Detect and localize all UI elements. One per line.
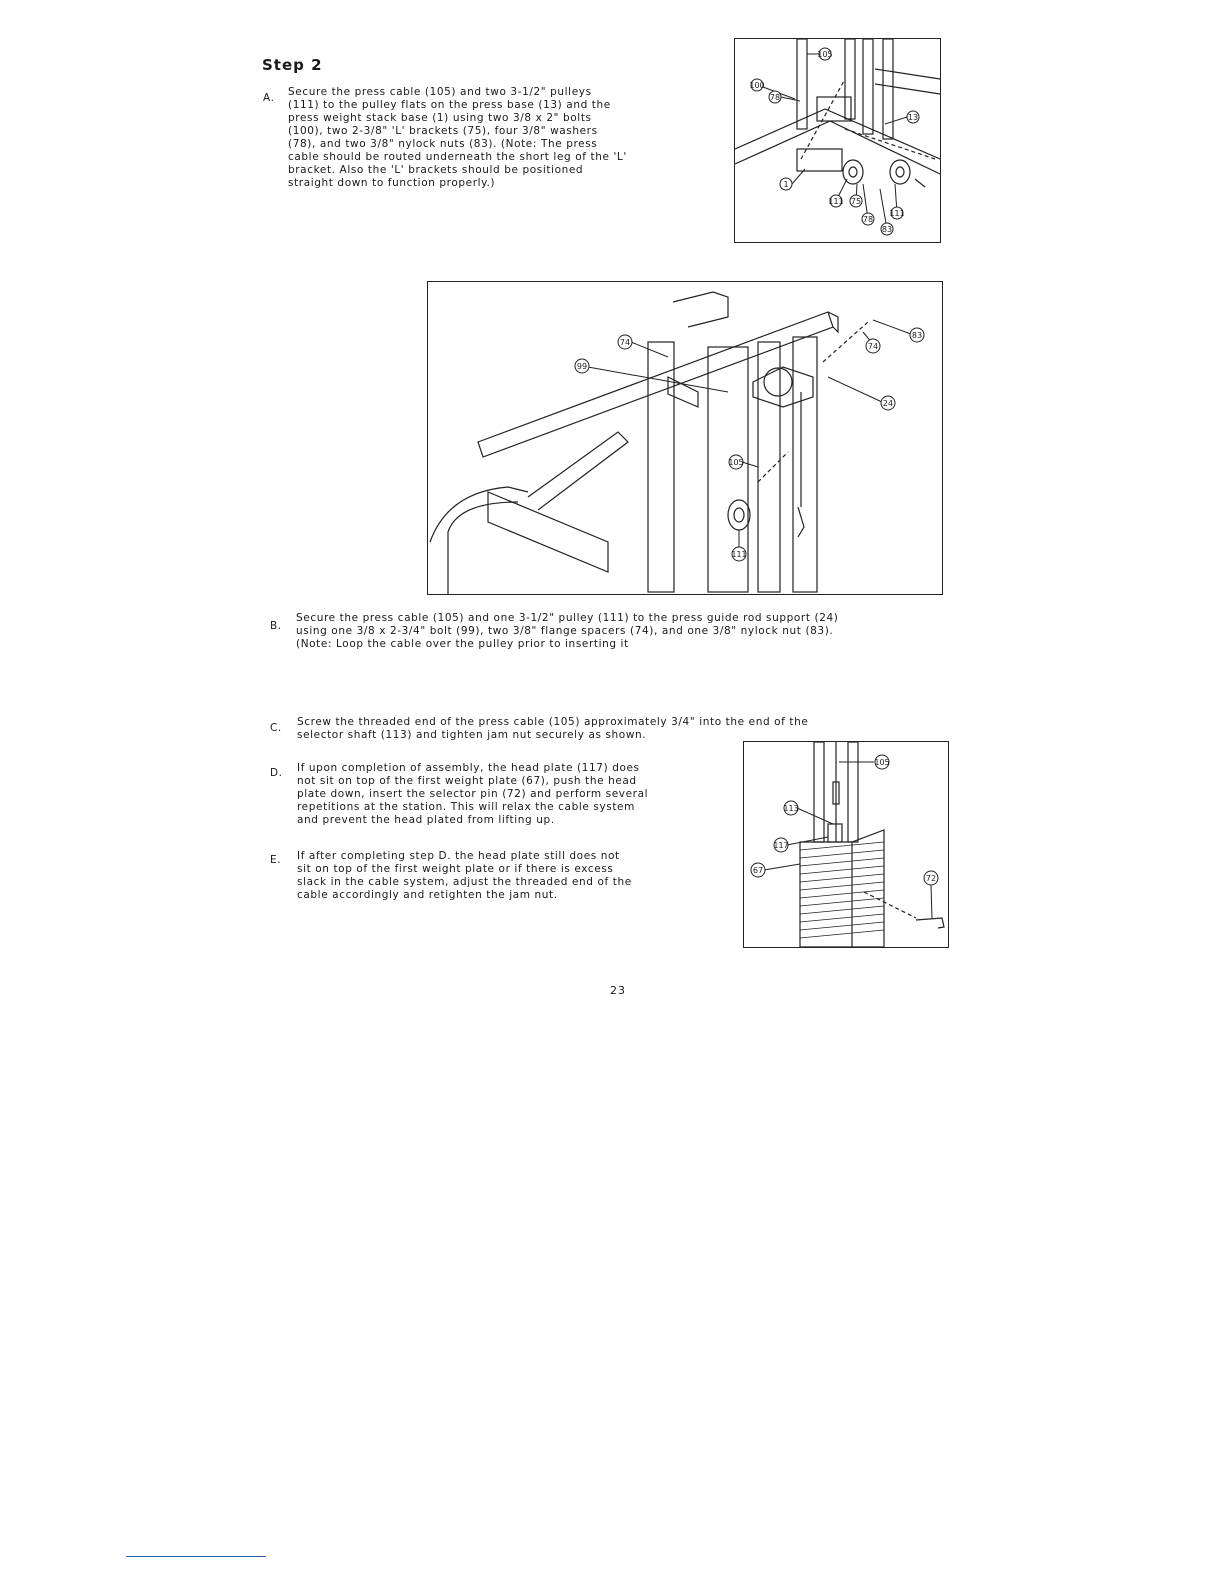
callout-label: 24 — [882, 399, 894, 408]
figure-guide-rod-support — [427, 281, 943, 595]
callout-label: 100 — [749, 81, 765, 90]
page-number: 23 — [610, 984, 626, 997]
callout-label: 74 — [867, 342, 879, 351]
instruction-a-letter: A. — [263, 92, 275, 104]
callout-label: 105 — [874, 758, 890, 767]
callout-label: 111 — [828, 197, 844, 206]
instruction-b-letter: B. — [270, 620, 282, 632]
instruction-a-text: Secure the press cable (105) and two 3-1/2" pulleys (111) to the pulley flats on the press base (13) and the press weight stack base (1) using two 3/8 x 2" bolts (100), two 2-3/8" 'L' brackets (75), four 3/8" washers (78), and two 3/8" nylock nuts (83). (Note: The press cable should be routed underneath the short leg of the 'L' bracket. Also the 'L' brackets should be positioned straight down to function properly.) — [288, 86, 627, 189]
figure-weight-stack — [743, 741, 949, 948]
callout-label: 1 — [783, 180, 789, 189]
callout-label: 78 — [769, 93, 781, 102]
figure-weight-stack-drawing — [744, 742, 948, 947]
instruction-c-letter: C. — [270, 722, 282, 734]
callout-label: 72 — [925, 874, 937, 883]
callout-label: 67 — [752, 866, 764, 875]
callout-label: 83 — [881, 225, 893, 234]
callout-label: 105 — [817, 50, 833, 59]
callout-label: 117 — [773, 841, 789, 850]
callout-label: 113 — [783, 804, 799, 813]
instruction-e-text: If after completing step D. the head plate still does not sit on top of the first weight plate or if there is excess slack in the cable system, adjust the threaded end of the cable accordingly and retighten the jam nut. — [297, 850, 632, 901]
step-title: Step 2 — [262, 56, 323, 74]
callout-label: 83 — [911, 331, 923, 340]
instruction-e-letter: E. — [270, 854, 282, 866]
instruction-c-text: Screw the threaded end of the press cable (105) approximately 3/4" into the end of the selector shaft (113) and tighten jam nut securely as shown. — [297, 716, 809, 741]
callout-label: 74 — [619, 338, 631, 347]
callout-label: 75 — [850, 197, 862, 206]
figure-guide-rod-support-drawing — [428, 282, 942, 594]
instruction-d-text: If upon completion of assembly, the head plate (117) does not sit on top of the first weight plate (67), push the head plate down, insert the selector pin (72) and perform several repetitions at the station. This will relax the cable system and prevent the head plated from lifting up. — [297, 762, 649, 826]
callout-label: 99 — [576, 362, 588, 371]
callout-label: 78 — [862, 215, 874, 224]
figure-base-pulleys-drawing — [735, 39, 940, 242]
figure-base-pulleys — [734, 38, 941, 243]
callout-label: 111 — [889, 209, 905, 218]
callout-label: 111 — [731, 550, 747, 559]
instruction-b-text: Secure the press cable (105) and one 3-1/2" pulley (111) to the press guide rod support (24) using one 3/8 x 2-3/4" bolt (99), two 3/8" flange spacers (74), and one 3/8" nylock nut (83). (Note: Loop the cable over the pulley prior to inserting it — [296, 612, 839, 650]
footer-rule — [126, 1556, 266, 1557]
callout-label: 105 — [728, 458, 744, 467]
callout-label: 13 — [907, 113, 919, 122]
instruction-d-letter: D. — [270, 767, 283, 779]
